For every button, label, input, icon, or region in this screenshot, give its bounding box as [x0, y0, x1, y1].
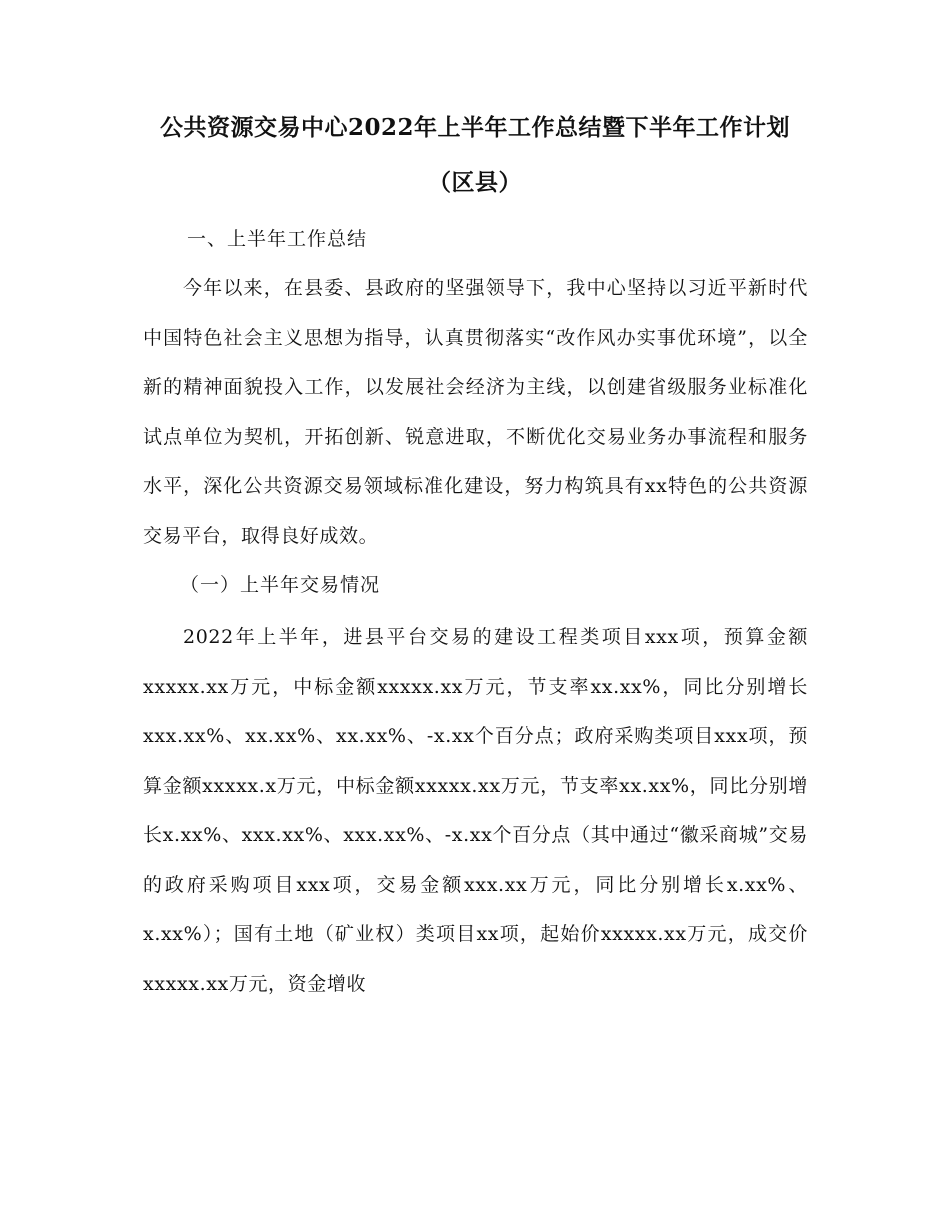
transactions-paragraph: 2022年上半年，进县平台交易的建设工程类项目xxx项，预算金额xxxxx.xx万元，中标金额xxxxx.xx万元，节支率xx.xx%，同比分别增长xxx.xx%、xx.xx%、xx.xx%、-x.xx个百分点；政府采购类项目xxx项，预算金额xxxxx.x万元，中标金额xxxxx.xx万元，节支率xx.xx%，同比分别增长x.xx%、xxx.xx%、xxx.xx%、-x.xx个百分点（其中通过“徽采商城”交易的政府采购项目xxx项，交易金额xxx.xx万元，同比分别增长x.xx%、x.xx%）；国有土地（矿业权）类项目xx项，起始价xxxxx.xx万元，成交价xxxxx.xx万元，资金增收 — [143, 626, 808, 995]
section-heading-summary: 一、上半年工作总结 — [187, 228, 368, 250]
document-title: 公共资源交易中心2022年上半年工作总结暨下半年工作计划 — [159, 114, 790, 141]
subsection-heading-transactions: （一）上半年交易情况 — [180, 574, 381, 596]
document-subtitle: （区县） — [428, 169, 522, 196]
summary-paragraph: 今年以来，在县委、县政府的坚强领导下，我中心坚持以习近平新时代中国特色社会主义思想为指导，认真贯彻落实“改作风办实事优环境”，以全新的精神面貌投入工作，以发展社会经济为主线，以创建省级服务业标准化试点单位为契机，开拓创新、锐意进取，不断优化交易业务办事流程和服务水平，深化公共资源交易领域标准化建设，努力构筑具有xx特色的公共资源交易平台，取得良好成效。 — [143, 277, 808, 547]
